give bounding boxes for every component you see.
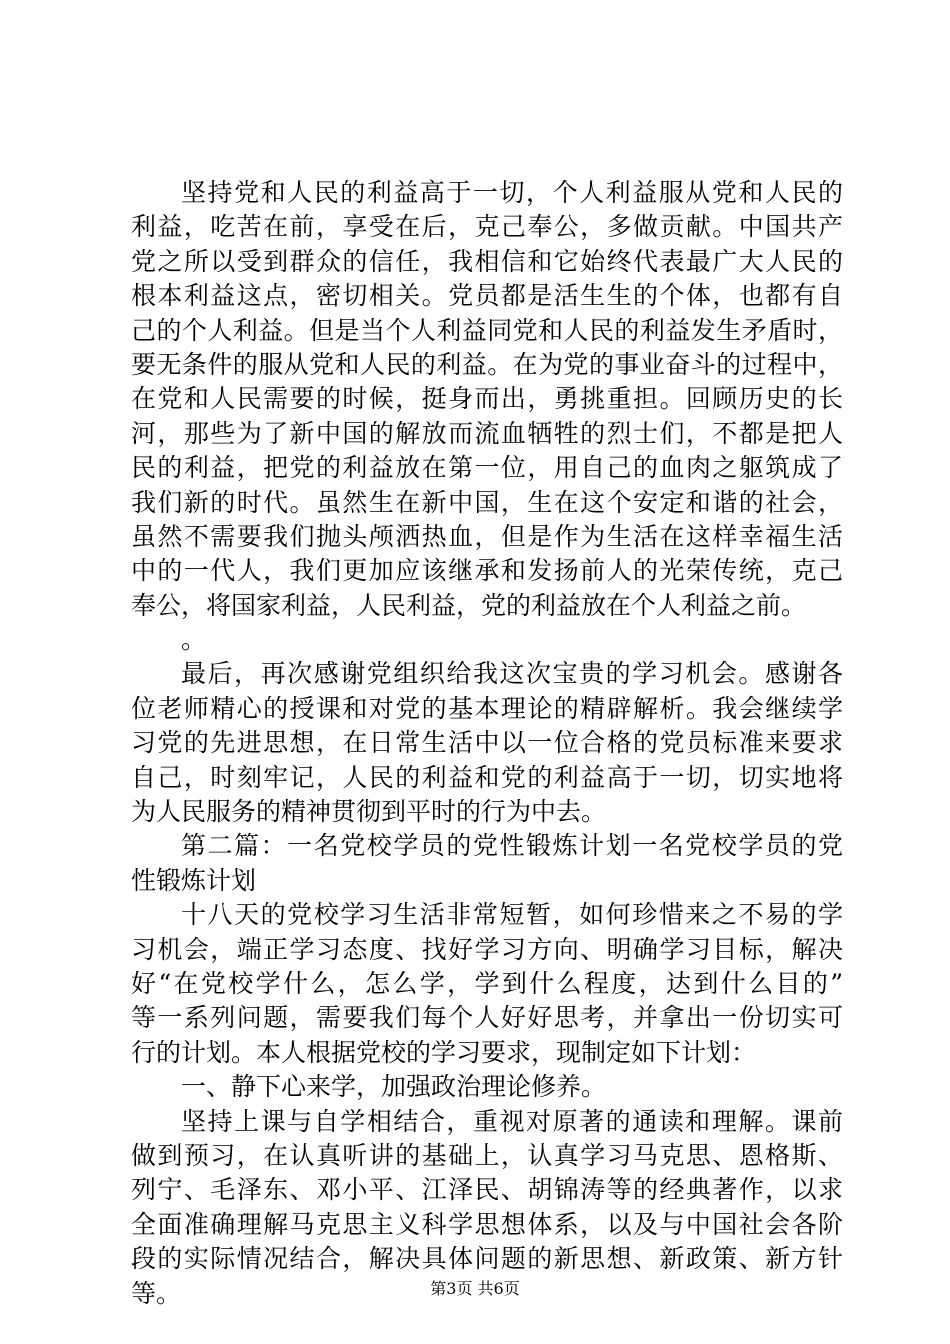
text-line: 党之所以受到群众的信任，我相信和它始终代表最广大人民的 [131, 246, 843, 276]
text-line: 要无条件的服从党和人民的利益。在为党的事业奋斗的过程中， [131, 349, 843, 379]
document-body [131, 176, 843, 1311]
text-line: 坚持上课与自学相结合，重视对原著的通读和理解。课前 [181, 1106, 843, 1136]
text-line: 全面准确理解马克思主义科学思想体系，以及与中国社会各阶 [131, 1209, 843, 1239]
text-line: 段的实际情况结合，解决具体问题的新思想、新政策、新方针 [131, 1244, 843, 1274]
text-line: 一、静下心来学，加强政治理论修养。 [181, 1072, 607, 1102]
text-line: 最后，再次感谢党组织给我这次宝贵的学习机会。感谢各 [181, 659, 843, 689]
text-line: 河，那些为了新中国的解放而流血牺牲的烈士们，不都是把人 [131, 418, 843, 448]
text-line: 十八天的党校学习生活非常短暂，如何珍惜来之不易的学 [181, 900, 843, 930]
text-line: 坚持党和人民的利益高于一切，个人利益服从党和人民的 [181, 178, 843, 207]
text-line: 奉公，将国家利益，人民利益，党的利益放在个人利益之前。 [131, 590, 807, 620]
text-line: 为人民服务的精神贯彻到平时的行为中去。 [131, 797, 607, 827]
text-line: 位老师精心的授课和对党的基本理论的精辟解析。我会继续学 [131, 693, 843, 723]
text-line: 根本利益这点，密切相关。党员都是活生生的个体，也都有自 [131, 281, 843, 311]
text-line: 列宁、毛泽东、邓小平、江泽民、胡锦涛等的经典著作，以求 [131, 1175, 843, 1205]
page-number-label: 第3页 共6页 [430, 1279, 520, 1298]
text-line: 在党和人民需要的时候，挺身而出，勇挑重担。回顾历史的长 [131, 384, 843, 414]
text-line: 我们新的时代。虽然生在新中国，生在这个安定和谐的社会， [131, 487, 843, 517]
text-line: 中的一代人，我们更加应该继承和发扬前人的光荣传统，克己 [131, 556, 843, 586]
text-line: 自己，时刻牢记，人民的利益和党的利益高于一切，切实地将 [131, 762, 843, 792]
text-line: 好“在党校学什么，怎么学，学到什么程度，达到什么目的” [131, 968, 843, 998]
page-footer [0, 1279, 950, 1299]
text-line: 习机会，端正学习态度、找好学习方向、明确学习目标，解决 [131, 934, 843, 964]
text-line: 利益，吃苦在前，享受在后，克己奉公，多做贡献。中国共产 [131, 212, 843, 242]
text-line: 性锻炼计划 [131, 865, 257, 895]
text-line: 第二篇：一名党校学员的党性锻炼计划一名党校学员的党 [181, 831, 843, 861]
text-line: 等。 [131, 1278, 182, 1308]
text-line: 己的个人利益。但是当个人利益同党和人民的利益发生矛盾时， [131, 315, 843, 345]
text-line: 行的计划。本人根据党校的学习要求，现制定如下计划： [131, 1037, 757, 1067]
text-line: 习党的先进思想，在日常生活中以一位合格的党员标准来要求 [131, 728, 843, 758]
text-line: 做到预习，在认真听讲的基础上，认真学习马克思、恩格斯、 [131, 1140, 843, 1170]
text-line: 。 [181, 625, 207, 655]
text-line: 虽然不需要我们抛头颅洒热血，但是作为生活在这样幸福生活 [131, 521, 843, 551]
text-line: 民的利益，把党的利益放在第一位，用自己的血肉之躯筑成了 [131, 453, 843, 483]
text-line: 等一系列问题，需要我们每个人好好思考，并拿出一份切实可 [131, 1003, 843, 1033]
